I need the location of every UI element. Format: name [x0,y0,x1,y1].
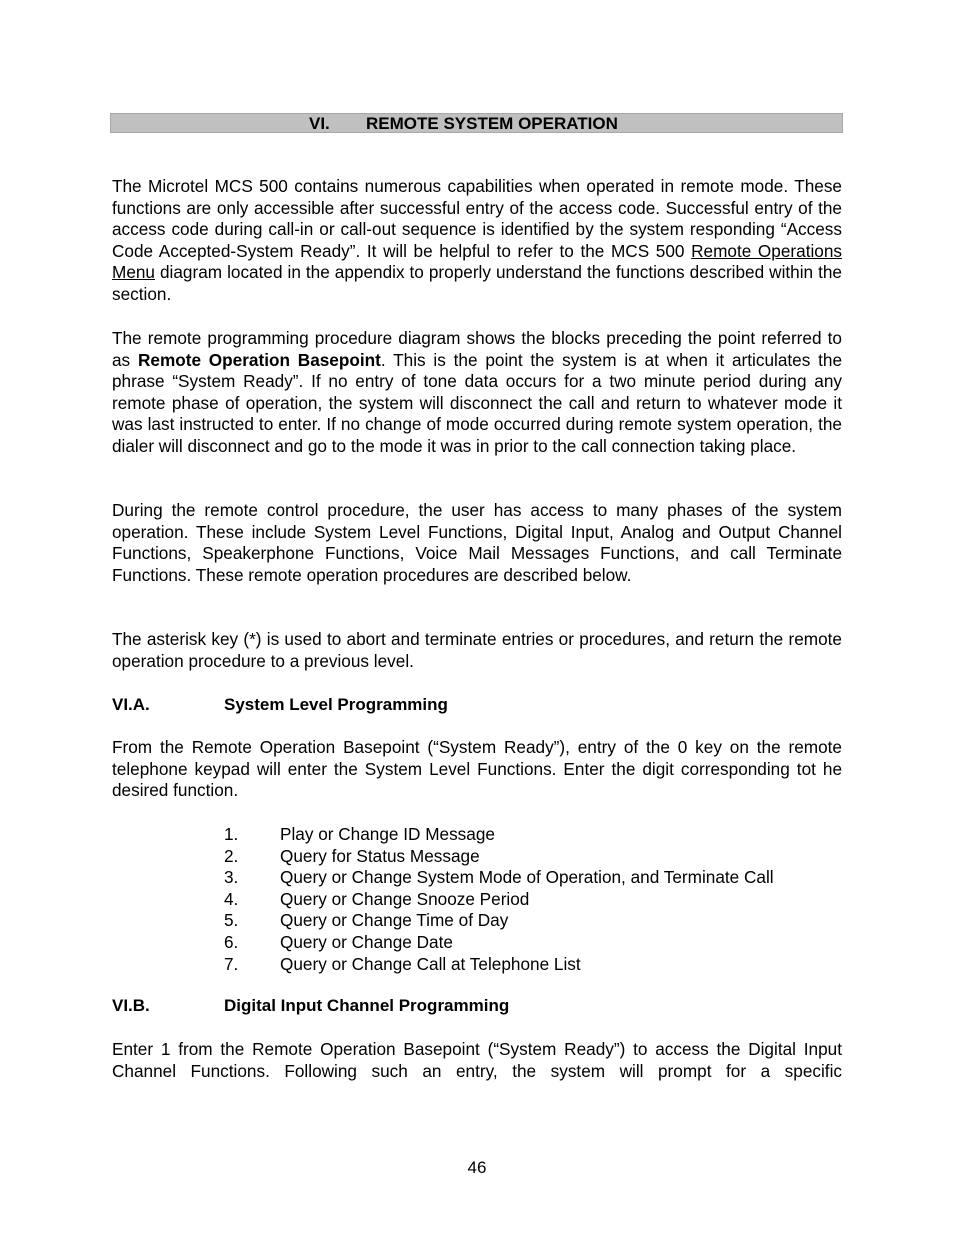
digital-input-paragraph: Enter 1 from the Remote Operation Basepoint (“System Ready”) to access the Digital Input Channel Functions. Following such an entry, the system will prompt for a specific [112,1039,842,1081]
subsection-number: VI.A. [112,695,150,714]
section-title: REMOTE SYSTEM OPERATION [366,114,618,133]
section-number: VI. [309,114,330,133]
subsection-heading-a [112,694,842,716]
list-item: 4. Query or Change Snooze Period [224,888,530,909]
subsection-number: VI.B. [112,996,150,1015]
list-item: 3. Query or Change System Mode of Operation, and Terminate Call [224,867,774,888]
list-item: 2. Query for Status Message [224,845,480,866]
function-list [224,824,842,975]
list-item: 1. Play or Change ID Message [224,824,495,844]
page-number: 46 [467,1158,487,1177]
section-heading-bar [110,113,843,133]
basepoint-term: Remote Operation Basepoint [137,349,381,370]
subsection-title: Digital Input Channel Programming [224,996,510,1015]
list-item: 5. Query or Change Time of Day [224,910,509,931]
remote-operations-menu-reference: Remote Operations Menu [112,240,843,282]
phases-paragraph: During the remote control procedure, the user has access to many phases of the system operation. These include System Level Functions, Digital Input, Analog and Output Channel Functions, Speakerphone Functions, Voice Mail Messages Functions, and call Terminate Functions. These remote operation procedures are described below. [112,500,842,585]
basepoint-paragraph: The remote programming procedure diagram shows the blocks preceding the point referred to as Remote Operation Basepoint. This is the point the system is at when it articulates the phrase “System Ready”. If no entry of tone data occurs for a two minute period during any remote phase of operation, the system will disconnect the call and return to whatever mode it was last instructed to enter. If no change of mode occurred during remote system operation, the dialer will disconnect and go to the mode it was in prior to the call connection taking place. [112,328,843,456]
intro-paragraph: The Microtel MCS 500 contains numerous capabilities when operated in remote mode. These functions are only accessible after successful entry of the access code. Successful entry of the access code during call-in or call-out sequence is identified by the system responding “Access Code Accepted-System Ready”. It will be helpful to refer to the MCS 500 Remote Operations Menu diagram located in the appendix to properly understand the functions described within the section. [112,176,843,304]
asterisk-paragraph: The asterisk key (*) is used to abort and terminate entries or procedures, and return the remote operation procedure to a previous level. [112,629,842,671]
list-item: 6. Query or Change Date [224,931,453,952]
list-item: 7. Query or Change Call at Telephone List [224,953,581,974]
system-level-paragraph: From the Remote Operation Basepoint (“System Ready”), entry of the 0 key on the remote telephone keypad will enter the System Level Functions. Enter the digit corresponding tot he desired function. [112,737,842,800]
subsection-heading-b [112,995,842,1017]
subsection-title: System Level Programming [224,695,448,714]
